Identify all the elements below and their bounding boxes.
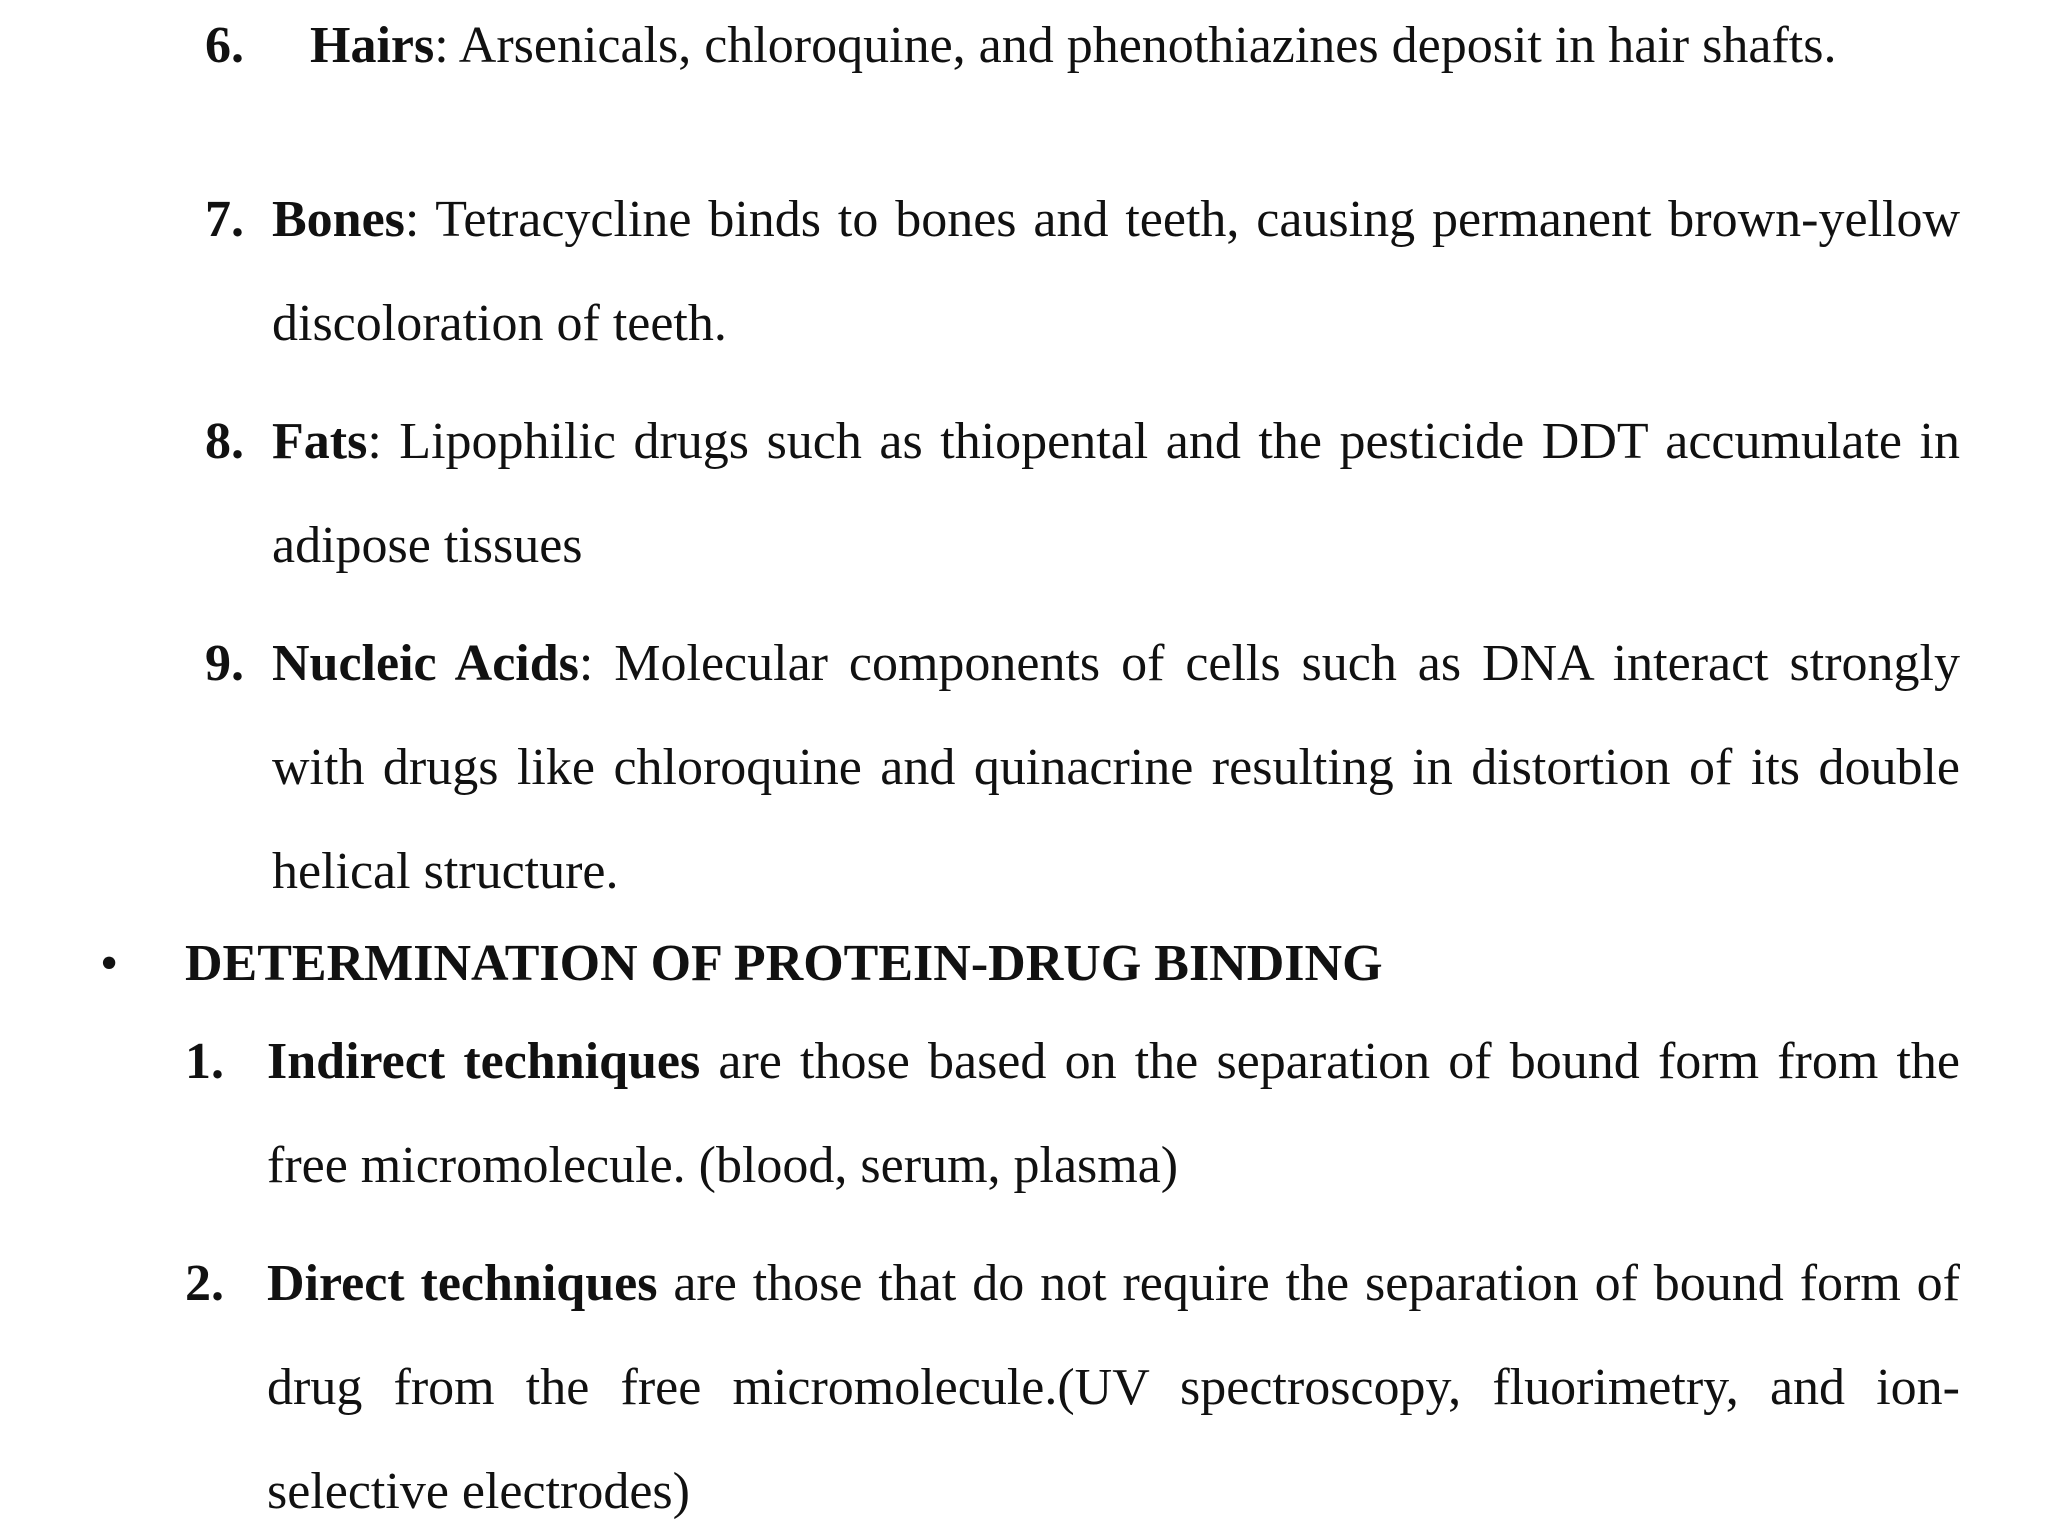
list-item-fats — [205, 390, 1960, 598]
item-term: Hairs — [310, 17, 435, 74]
technique-number: 1. — [185, 1033, 224, 1090]
technique-body — [267, 1232, 1960, 1536]
technique-term: Indirect techniques — [267, 1033, 701, 1090]
bullet-icon: • — [100, 935, 119, 992]
item-term: Bones — [272, 191, 405, 248]
list-item-bones — [205, 168, 1960, 376]
item-term: Nucleic Acids — [272, 635, 579, 692]
item-number: 9. — [205, 635, 244, 692]
list-item-nucleic-acids — [205, 612, 1960, 924]
item-body — [272, 168, 1960, 376]
technique-direct — [185, 1232, 1960, 1536]
technique-indirect — [185, 1010, 1960, 1218]
item-number: 8. — [205, 413, 244, 470]
item-text: : Tetracycline binds to bones and teeth, causing permanent brown-yellow discoloration of teeth. — [272, 191, 1960, 352]
technique-text: are those that do not require the separation of bound form of drug from the free micromolecule.(UV spectroscopy, fluorimetry, and ion-selective electrodes) — [267, 1255, 1960, 1520]
item-text: : Molecular components of cells such as DNA interact strongly with drugs like chloroquine and quinacrine resulting in distortion of its double helical structure. — [272, 635, 1960, 900]
item-term: Fats — [272, 413, 368, 470]
item-body — [310, 12, 1960, 80]
list-item-hairs — [205, 12, 1960, 80]
item-body — [272, 612, 1960, 924]
technique-number: 2. — [185, 1255, 224, 1312]
item-body — [272, 390, 1960, 598]
item-text: : Arsenicals, chloroquine, and phenothiazines deposit in hair shafts. — [434, 17, 1837, 74]
technique-body — [267, 1010, 1960, 1218]
item-number: 7. — [205, 191, 244, 248]
technique-term: Direct techniques — [267, 1255, 658, 1312]
section-heading-text: DETERMINATION OF PROTEIN-DRUG BINDING — [185, 935, 1383, 992]
technique-text: are those based on the separation of bound form from the free micromolecule. (blood, serum, plasma) — [267, 1033, 1960, 1194]
item-number: 6. — [205, 17, 244, 74]
section-heading — [100, 930, 1900, 998]
item-text: : Lipophilic drugs such as thiopental and the pesticide DDT accumulate in adipose tissues — [272, 413, 1960, 574]
